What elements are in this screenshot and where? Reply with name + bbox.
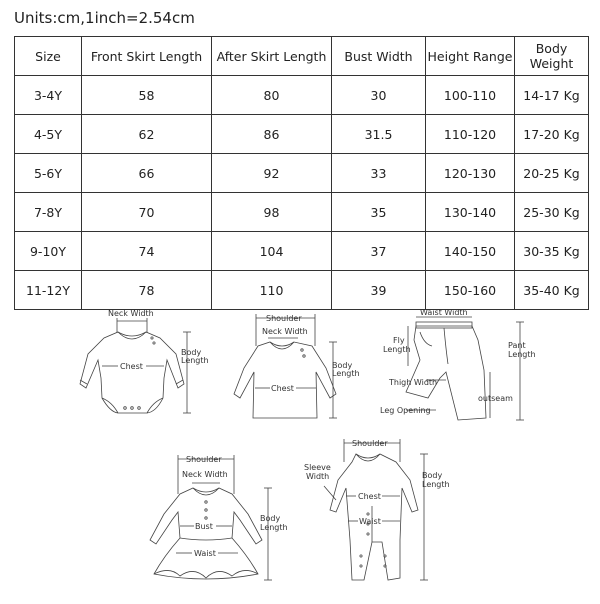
dress-button — [205, 517, 207, 519]
bodysuit-cuff-left — [80, 380, 87, 384]
cell-height-range: 150-160 — [426, 271, 515, 310]
header-after-skirt-length: After Skirt Length — [212, 37, 332, 76]
table-row — [15, 115, 589, 154]
pants-leg-opening-label: Leg Opening — [380, 406, 431, 415]
cell-size: 4-5Y — [15, 115, 82, 154]
cell-body-weight: 17-20 Kg — [515, 115, 589, 154]
dress-length-label: Length — [260, 523, 288, 532]
shirt-collar — [270, 342, 294, 349]
cell-bust-width: 31.5 — [332, 115, 426, 154]
dress-button — [205, 501, 207, 503]
cell-front-skirt-length: 70 — [82, 193, 212, 232]
cell-bust-width: 30 — [332, 76, 426, 115]
romper-shoulder-label: Shoulder — [352, 439, 388, 448]
cell-front-skirt-length: 66 — [82, 154, 212, 193]
table-row — [15, 154, 589, 193]
dress-outline — [150, 488, 262, 579]
bodysuit-body-label: Body — [181, 348, 202, 357]
romper-button — [360, 565, 362, 567]
shirt-length-label: Length — [332, 369, 360, 378]
dress-neck-width-label: Neck Width — [182, 470, 228, 479]
cell-after-skirt-length: 110 — [212, 271, 332, 310]
bodysuit-outline — [80, 332, 184, 413]
cell-front-skirt-length: 58 — [82, 76, 212, 115]
bodysuit-neck-width-label: Neck Width — [108, 309, 154, 318]
romper-sleeve-width-label: Width — [306, 472, 330, 481]
romper-chest-label: Chest — [358, 492, 381, 501]
measurement-diagrams — [0, 290, 600, 600]
dress-shoulder-label: Shoulder — [186, 455, 222, 464]
table-row — [15, 232, 589, 271]
shirt-neck-width-label: Neck Width — [262, 327, 308, 336]
header-bust-width: Bust Width — [332, 37, 426, 76]
bodysuit-diagram — [80, 309, 209, 413]
romper-button — [384, 565, 386, 567]
cell-after-skirt-length: 98 — [212, 193, 332, 232]
shirt-button — [301, 349, 303, 351]
pants-fly-label: Fly — [393, 336, 405, 345]
pants-pant-label: Pant — [508, 341, 526, 350]
dress-waist-seam — [180, 538, 232, 540]
cell-body-weight: 30-35 Kg — [515, 232, 589, 271]
pants-waist-width-label: Waist Width — [420, 308, 468, 317]
romper-body-label: Body — [422, 471, 443, 480]
romper-waist-label: Waist — [359, 517, 381, 526]
cell-front-skirt-length: 78 — [82, 271, 212, 310]
romper-diagram — [304, 439, 450, 580]
cell-body-weight: 25-30 Kg — [515, 193, 589, 232]
pants-pant-length-label: Length — [508, 350, 536, 359]
pants-diagram — [380, 308, 536, 420]
cell-after-skirt-length: 80 — [212, 76, 332, 115]
cell-size: 7-8Y — [15, 193, 82, 232]
measurement-diagrams-svg — [0, 290, 600, 600]
cell-after-skirt-length: 104 — [212, 232, 332, 271]
pants-fly — [444, 328, 448, 364]
cell-size: 3-4Y — [15, 76, 82, 115]
shirt-chest-label: Chest — [271, 384, 294, 393]
table-row — [15, 76, 589, 115]
bodysuit-leg-left — [102, 398, 118, 413]
cell-body-weight: 20-25 Kg — [515, 154, 589, 193]
bodysuit-snap — [138, 407, 141, 410]
bodysuit-snap — [131, 407, 134, 410]
header-height-range: Height Range — [426, 37, 515, 76]
cell-height-range: 110-120 — [426, 115, 515, 154]
cell-bust-width: 37 — [332, 232, 426, 271]
bodysuit-collar — [118, 332, 146, 339]
cell-after-skirt-length: 92 — [212, 154, 332, 193]
cell-height-range: 130-140 — [426, 193, 515, 232]
dress-bust-label: Bust — [195, 522, 213, 531]
cell-size: 11-12Y — [15, 271, 82, 310]
pants-pocket — [420, 332, 432, 346]
cell-front-skirt-length: 74 — [82, 232, 212, 271]
size-chart-table — [14, 36, 589, 310]
dress-collar — [193, 488, 219, 495]
units-note: Units:cm,1inch=2.54cm — [14, 9, 195, 27]
romper-collar — [356, 454, 380, 461]
bodysuit-cuff-right — [176, 380, 183, 384]
bodysuit-snap — [124, 407, 127, 410]
pants-thigh-width-label: Thigh Width — [389, 378, 438, 387]
cell-height-range: 100-110 — [426, 76, 515, 115]
shirt-button — [303, 355, 305, 357]
shirt-diagram — [234, 314, 360, 418]
header-size: Size — [15, 37, 82, 76]
cell-after-skirt-length: 86 — [212, 115, 332, 154]
pants-outseam-label: outseam — [478, 394, 513, 403]
cell-size: 9-10Y — [15, 232, 82, 271]
bodysuit-length-label: Length — [181, 356, 209, 365]
cell-front-skirt-length: 62 — [82, 115, 212, 154]
bodysuit-leg-right — [147, 398, 163, 413]
romper-button — [367, 533, 369, 535]
shirt-outline — [234, 342, 336, 418]
header-body-weight: Body Weight — [515, 37, 589, 76]
header-front-skirt-length: Front Skirt Length — [82, 37, 212, 76]
cell-bust-width: 35 — [332, 193, 426, 232]
romper-button — [384, 555, 386, 557]
romper-sleeve-label: Sleeve — [304, 463, 331, 472]
table-header-row — [15, 37, 589, 76]
table-row — [15, 193, 589, 232]
bodysuit-button — [151, 337, 153, 339]
cell-body-weight: 35-40 Kg — [515, 271, 589, 310]
bodysuit-chest-label: Chest — [120, 362, 143, 371]
pants-fly-length-label: Length — [383, 345, 411, 354]
cell-size: 5-6Y — [15, 154, 82, 193]
dress-waist-label: Waist — [194, 549, 216, 558]
shirt-shoulder-label: Shoulder — [266, 314, 302, 323]
romper-length-label: Length — [422, 480, 450, 489]
cell-body-weight: 14-17 Kg — [515, 76, 589, 115]
cell-bust-width: 33 — [332, 154, 426, 193]
dress-diagram — [150, 455, 288, 580]
romper-button — [360, 555, 362, 557]
dress-button — [205, 509, 207, 511]
cell-height-range: 140-150 — [426, 232, 515, 271]
bodysuit-button — [153, 342, 155, 344]
dress-body-label: Body — [260, 514, 281, 523]
shirt-body-label: Body — [332, 361, 353, 370]
romper-button — [367, 513, 369, 515]
pants-waistband — [416, 322, 472, 328]
cell-height-range: 120-130 — [426, 154, 515, 193]
cell-bust-width: 39 — [332, 271, 426, 310]
